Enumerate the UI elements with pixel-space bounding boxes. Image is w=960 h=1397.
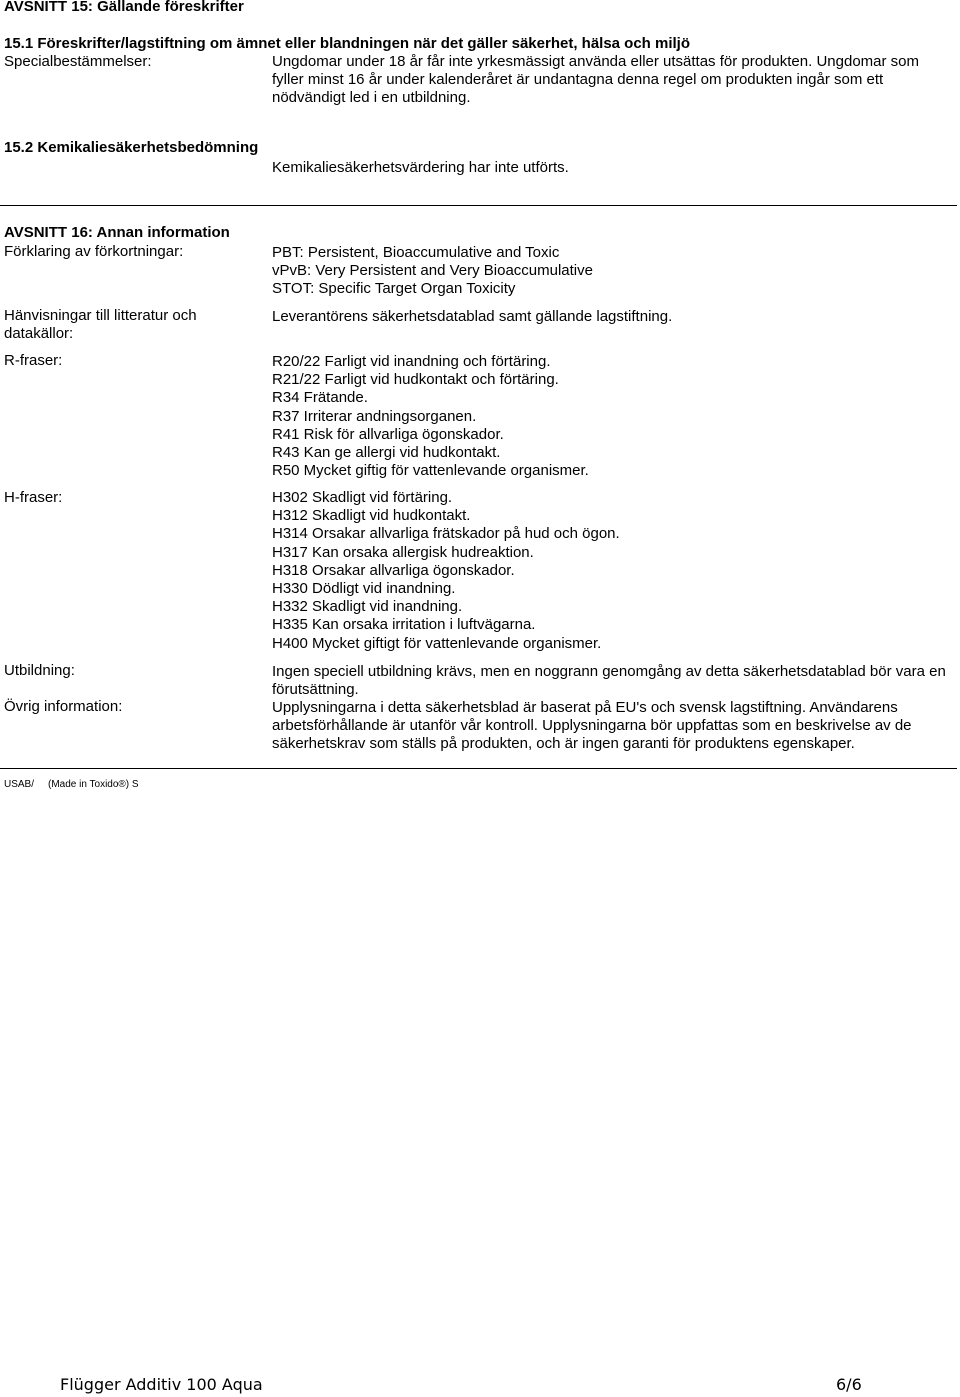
- divider: [0, 768, 957, 769]
- special-regulations-label: Specialbestämmelser:: [4, 53, 152, 70]
- references-label: Hänvisningar till litteratur och datakällor:: [4, 307, 197, 343]
- special-regulations-text: Ungdomar under 18 år får inte yrkesmässigt använda eller utsättas för produkten. Ungdomar som fyller minst 16 år under kalenderåret är undantagna denna regel om produkten ingår som ett nödvändigt led i en utbildning.: [272, 53, 919, 107]
- r-phrases-label: R-fraser:: [4, 352, 63, 369]
- h-phrase: H335 Kan orsaka irritation i luftvägarna.: [272, 616, 536, 634]
- training-label: Utbildning:: [4, 662, 75, 679]
- abbreviation-line: PBT: Persistent, Bioaccumulative and Toxic: [272, 244, 560, 261]
- divider: [0, 205, 957, 206]
- footer-page-number: 6/6: [836, 1375, 862, 1394]
- abbreviations-label: Förklaring av förkortningar:: [4, 243, 184, 260]
- other-information-label: Övrig information:: [4, 698, 123, 715]
- h-phrase: H317 Kan orsaka allergisk hudreaktion.: [272, 543, 534, 561]
- h-phrase: H302 Skadligt vid förtäring.: [272, 489, 453, 506]
- r-phrase: R41 Risk för allvarliga ögonskador.: [272, 425, 504, 443]
- h-phrase: H318 Orsakar allvarliga ögonskador.: [272, 561, 515, 579]
- r-phrase: R50 Mycket giftig för vattenlevande organismer.: [272, 462, 589, 480]
- footer-product-name: Flügger Additiv 100 Aqua: [60, 1375, 263, 1394]
- h-phrase: H400 Mycket giftigt för vattenlevande organismer.: [272, 634, 602, 652]
- r-phrase: R37 Irriterar andningsorganen.: [272, 407, 477, 425]
- abbreviation-line: STOT: Specific Target Organ Toxicity: [272, 280, 516, 298]
- h-phrase: H314 Orsakar allvarliga frätskador på hud och ögon.: [272, 525, 620, 543]
- h-phrase: H312 Skadligt vid hudkontakt.: [272, 507, 471, 525]
- abbreviation-line: vPvB: Very Persistent and Very Bioaccumulative: [272, 262, 593, 280]
- references-text: Leverantörens säkerhetsdatablad samt gällande lagstiftning.: [272, 308, 673, 325]
- r-phrase: R43 Kan ge allergi vid hudkontakt.: [272, 444, 501, 462]
- footer-code: USAB/: [4, 779, 35, 790]
- other-information-text: Upplysningarna i detta säkerhetsblad är baserat på EU's och svensk lagstiftning. Användarens arbetsförhållande är utanför vår kontroll. Upplysningarna bör uppfattas som en beskrivelse av de säkerhetskrav som ställs på produkten, och är ingen garanti för produktens egenskaper.: [272, 699, 912, 753]
- section-15-2-title: 15.2 Kemikaliesäkerhetsbedömning: [4, 139, 259, 156]
- r-phrase: R20/22 Farligt vid inandning och förtäring.: [272, 353, 551, 370]
- h-phrases-label: H-fraser:: [4, 489, 63, 506]
- r-phrase: R21/22 Farligt vid hudkontakt och förtäring.: [272, 371, 559, 389]
- section-15-title: AVSNITT 15: Gällande föreskrifter: [4, 0, 244, 15]
- abbreviations-list: [272, 244, 952, 299]
- h-phrase: H330 Dödligt vid inandning.: [272, 580, 456, 598]
- training-text: Ingen speciell utbildning krävs, men en noggrann genomgång av detta säkerhetsdatablad bör vara en förutsättning.: [272, 663, 946, 699]
- h-phrases-list: [272, 489, 952, 653]
- h-phrase: H332 Skadligt vid inandning.: [272, 598, 463, 616]
- r-phrases-list: [272, 353, 952, 480]
- chemical-safety-assessment-text: Kemikaliesäkerhetsvärdering har inte utförts.: [272, 159, 569, 176]
- r-phrase: R34 Frätande.: [272, 389, 368, 407]
- footer-made-in: (Made in Toxido®) S: [48, 779, 139, 790]
- section-16-title: AVSNITT 16: Annan information: [4, 224, 230, 241]
- section-15-1-title: 15.1 Föreskrifter/lagstiftning om ämnet eller blandningen när det gäller säkerhet, hälsa och miljö: [4, 35, 691, 52]
